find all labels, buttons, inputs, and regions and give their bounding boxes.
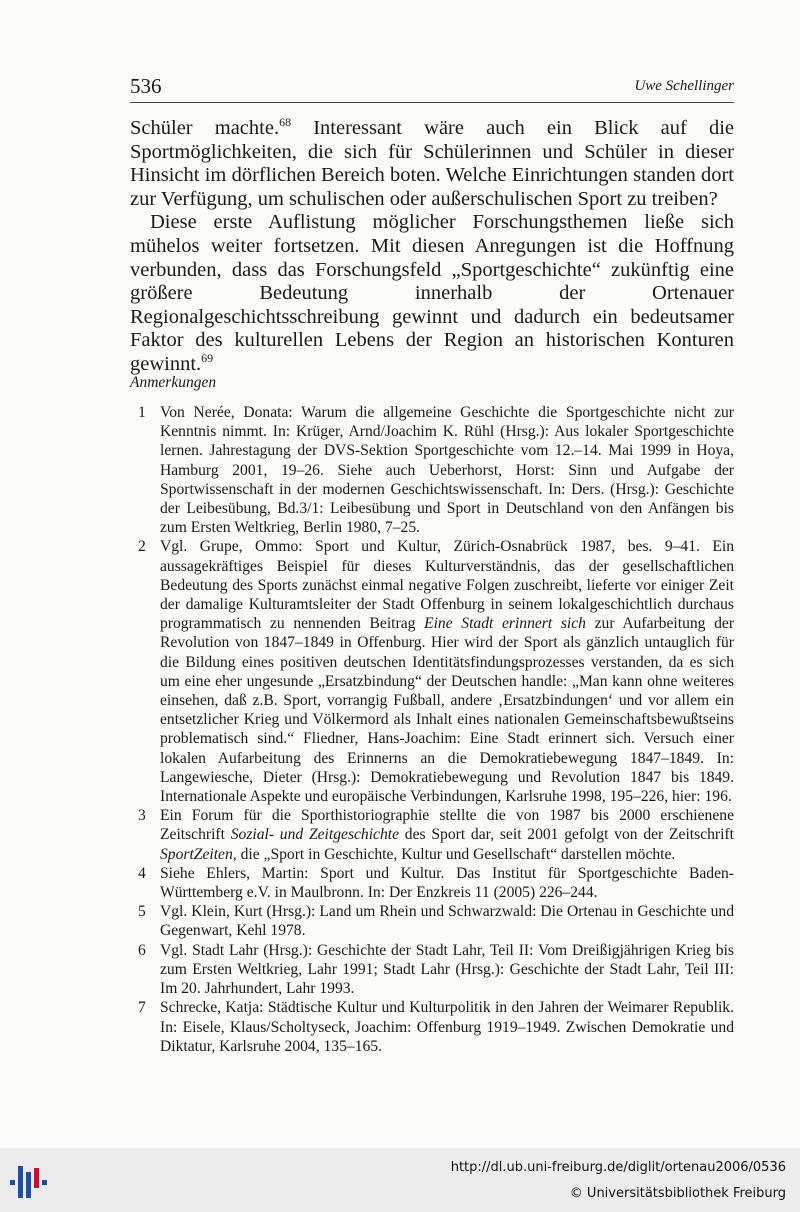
note-text: Siehe Ehlers, Martin: Sport und Kultur. Das Institut für Sportgeschichte Baden-Württemberg e.V. in Maulbronn. In: Der Enzkreis 11 (2005) 226–244.	[160, 864, 734, 902]
note-text: Schrecke, Katja: Städtische Kultur und Kulturpolitik in den Jahren der Weimarer Republik. In: Eisele, Klaus/Scholtyseck, Joachim: Offenburg 1919–1949. Zwischen Demokratie und Diktatur, Karlsruhe 2004, 135–165.	[160, 999, 734, 1055]
note-6	[130, 941, 734, 999]
page-number: 536	[130, 74, 162, 98]
note-2	[130, 537, 734, 806]
viewer-footer	[0, 1148, 800, 1212]
note-number: 3	[138, 807, 146, 825]
notes-list	[130, 403, 734, 1056]
note-number: 7	[138, 999, 146, 1017]
note-text: Vgl. Stadt Lahr (Hrsg.): Geschichte der Stadt Lahr, Teil II: Vom Dreißigjährigen Krieg bis zum Ersten Weltkrieg, Lahr 1991; Stadt Lahr (Hrsg.): Geschichte der Stadt Lahr, Teil III: Im 20. Jahrhundert, Lahr 1993.	[160, 941, 734, 998]
note-number: 5	[138, 903, 146, 921]
body-text	[130, 117, 734, 377]
note-text-end: die „Sport in Geschichte, Kultur und Gesellschaft“ darstellen möchte.	[236, 845, 676, 863]
footnote-ref-69[interactable]: 69	[201, 351, 214, 366]
note-text: Von Nerée, Donata: Warum die allgemeine Geschichte die Sportgeschichte nicht zur Kenntnis nimmt. In: Krüger, Arnd/Joachim K. Rühl (Hrsg.): Aus lokaler Sportgeschichte lernen. Jahrestagung der DVS-Sektion Sportgeschichte vom 12.–14. Mai 1999 in Hoya, Hamburg 2001, 19–26. Siehe auch Ueberhorst, Horst: Sinn und Aufgabe der Sportwissenschaft in der modernen Geschichtswissenschaft. In: Ders. (Hrsg.): Geschichte der Leibesübung, Bd.3/1: Leibesübung und Sport in Deutschland von den Anfängen bis zum Ersten Weltkrieg, Berlin 1980, 7–25.	[160, 404, 734, 537]
note-3	[130, 806, 734, 864]
note-number: 1	[138, 404, 146, 421]
running-head: Uwe Schellinger	[634, 78, 734, 94]
note-number: 2	[138, 538, 146, 556]
notes-heading: Anmerkungen	[130, 374, 217, 391]
paragraph-1-rest: Interessant wäre auch ein Blick auf die Sportmöglichkeiten, die sich für Schülerinnen und Schüler in dieser Hinsicht im dörflichen Bereich boten. Welche Einrichtungen standen dort zur Verfügung, um schulischen oder außerschulischen Sport zu treiben?	[130, 117, 734, 210]
paragraph-2	[130, 211, 734, 376]
note-italic-title: Sozial- und Zeitgeschichte	[230, 826, 400, 844]
paragraph-1	[130, 117, 734, 211]
permalink-url[interactable]: http://dl.ub.uni-freiburg.de/diglit/ortenau2006/0536	[450, 1160, 786, 1175]
note-text: Vgl. Klein, Kurt (Hrsg.): Land um Rhein und Schwarzwald: Die Ortenau in Geschichte und Gegenwart, Kehl 1978.	[160, 903, 734, 940]
paragraph-1-text: Schüler machte.	[130, 117, 280, 139]
note-text-cont: des Sport dar, seit 2001 gefolgt von der Zeitschrift	[399, 826, 734, 844]
page-header	[130, 72, 734, 103]
note-number: 4	[138, 864, 146, 882]
copyright-notice: © Universitätsbibliothek Freiburg	[569, 1186, 786, 1201]
note-text: Ein Forum für die Sporthistoriographie stellte die von 1987 bis 2000 erschienene Zeitschrift	[160, 807, 734, 844]
note-5	[130, 902, 734, 940]
ub-freiburg-logo-icon[interactable]	[8, 1162, 52, 1202]
note-4	[130, 864, 734, 902]
footnote-ref-68[interactable]: 68	[279, 115, 292, 130]
note-number: 6	[138, 941, 146, 959]
note-italic-title-2: SportZeiten,	[160, 845, 237, 863]
paragraph-2-text: Diese erste Auflistung möglicher Forschungsthemen ließe sich mühelos weiter fortsetzen. Mit diesen Anregungen ist die Hoffnung verbunden, dass das Forschungsfeld „Sportgeschichte“ zukünftig eine größere Bedeutung innerhalb der Ortenauer Regionalgeschichtsschreibung gewinnt und dadurch ein bedeutsamer Faktor des kulturellen Lebens der Region an historischen Konturen gewinnt.	[130, 211, 734, 375]
note-7	[130, 998, 734, 1056]
note-text: Vgl. Grupe, Ommo: Sport und Kultur, Zürich-Osnabrück 1987, bes. 9–41. Ein aussagekräftiges Beispiel für dieses Kulturverständnis, das der gesellschaftlichen Bedeutung des Sports zunächst einmal negative Folgen zuschreibt, lieferte vor einiger Zeit der damalige Kulturamtsleiter der Stadt Offenburg in seinem lokalgeschichtlich durchaus programmatisch zu nennenden Beitrag	[160, 538, 734, 633]
note-text-cont: zur Aufarbeitung der Revolution von 1847–1849 in Offenburg. Hier wird der Sport als gänzlich untauglich für die Bildung eines positiven deutschen Identitätsfindungsprozesses verstanden, da es sich um eine eher ungesunde „Ersatzbindung“ der Deutschen handle: „Man kann ohne weiteres einsehen, daß z.B. Sport, vorrangig Fußball, andere ‚Ersatzbindungen‘ und vor allem ein entsetzlicher Krieg und Völkermord als Inhalt eines nationalen Gemeinschaftsbewußtseins problematisch sind.“ Fliedner, Hans-Joachim: Eine Stadt erinnert sich. Versuch einer lokalen Aufarbeitung des Erinnerns an die Demokratiebewegung 1847–1849. In: Langewiesche, Dieter (Hrsg.): Demokratiebewegung und Revolution 1847 bis 1849. Internationale Aspekte und europäische Verbindungen, Karlsruhe 1998, 195–226, hier: 196.	[160, 615, 735, 806]
note-1	[130, 403, 734, 537]
note-italic-title: Eine Stadt erinnert sich	[424, 615, 586, 633]
